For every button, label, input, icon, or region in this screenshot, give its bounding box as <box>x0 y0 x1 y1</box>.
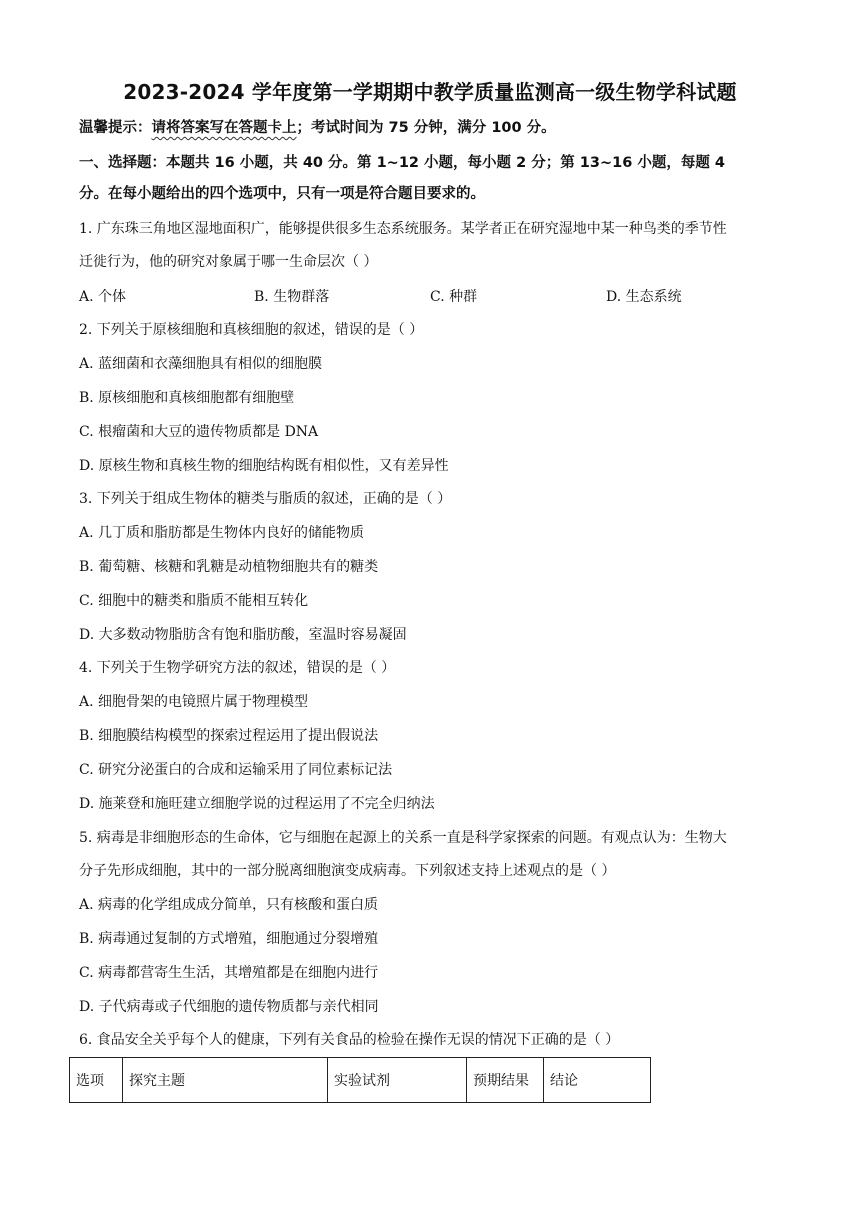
q3-stem: 3. 下列关于组成生物体的糖类与脂质的叙述，正确的是（ ） <box>79 491 452 507</box>
exam-title: 2023-2024 学年度第一学期期中教学质量监测高一级生物学科试题 <box>123 80 737 104</box>
q3-option-c: C. 细胞中的糖类和脂质不能相互转化 <box>79 593 309 609</box>
q5-stem-line-1: 5. 病毒是非细胞形态的生命体，它与细胞在起源上的关系一直是科学家探索的问题。有观点认为：生物大 <box>79 830 727 846</box>
exam-notice <box>79 118 556 138</box>
section-instructions-line-2: 分。在每小题给出的四个选项中，只有一项是符合题目要求的。 <box>79 186 485 202</box>
q6-stem: 6. 食品安全关乎每个人的健康，下列有关食品的检验在操作无误的情况下正确的是（ ） <box>79 1032 620 1048</box>
notice-prefix: 温馨提示： <box>79 120 152 136</box>
q6-header-expected-result: 预期结果 <box>467 1058 544 1103</box>
q4-option-a: A. 细胞骨架的电镜照片属于物理模型 <box>79 694 309 710</box>
q4-option-d: D. 施莱登和施旺建立细胞学说的过程运用了不完全归纳法 <box>79 796 435 812</box>
q6-table <box>69 1057 651 1103</box>
q3-option-b: B. 葡萄糖、核糖和乳糖是动植物细胞共有的糖类 <box>79 559 379 575</box>
section-instructions-line-1: 一、选择题：本题共 16 小题，共 40 分。第 1~12 小题，每小题 2 分；第 13~16 小题，每题 4 <box>79 155 725 171</box>
q3-option-a: A. 几丁质和脂肪都是生物体内良好的储能物质 <box>79 525 365 541</box>
q1-option-b: B. 生物群落 <box>254 289 330 305</box>
notice-answer-sheet: 请将答案写在答题卡上 <box>151 120 297 136</box>
q2-stem: 2. 下列关于原核细胞和真核细胞的叙述，错误的是（ ） <box>79 322 424 338</box>
q1-option-c: C. 种群 <box>430 289 478 305</box>
q5-option-b: B. 病毒通过复制的方式增殖，细胞通过分裂增殖 <box>79 931 379 947</box>
q3-option-d: D. 大多数动物脂肪含有饱和脂肪酸，室温时容易凝固 <box>79 627 407 643</box>
q2-option-c: C. 根瘤菌和大豆的遗传物质都是 DNA <box>79 424 319 440</box>
q5-option-a: A. 病毒的化学组成成分简单，只有核酸和蛋白质 <box>79 897 379 913</box>
q6-header-option: 选项 <box>70 1058 123 1103</box>
q4-option-c: C. 研究分泌蛋白的合成和运输采用了同位素标记法 <box>79 762 393 778</box>
q6-header-topic: 探究主题 <box>123 1058 328 1103</box>
q2-option-b: B. 原核细胞和真核细胞都有细胞壁 <box>79 390 295 406</box>
q2-option-d: D. 原核生物和真核生物的细胞结构既有相似性，又有差异性 <box>79 458 449 474</box>
q4-option-b: B. 细胞膜结构模型的探索过程运用了提出假说法 <box>79 728 379 744</box>
q6-table-header-row <box>70 1058 651 1103</box>
notice-time-score: ；考试时间为 75 分钟，满分 100 分。 <box>296 120 556 136</box>
q5-option-d: D. 子代病毒或子代细胞的遗传物质都与亲代相同 <box>79 999 379 1015</box>
q1-option-a: A. 个体 <box>79 289 127 305</box>
q5-option-c: C. 病毒都营寄生生活，其增殖都是在细胞内进行 <box>79 965 379 981</box>
q2-option-a: A. 蓝细菌和衣藻细胞具有相似的细胞膜 <box>79 356 323 372</box>
q6-header-reagent: 实验试剂 <box>328 1058 467 1103</box>
q6-header-conclusion: 结论 <box>544 1058 651 1103</box>
q1-option-d: D. 生态系统 <box>606 289 682 305</box>
q1-stem-line-1: 1. 广东珠三角地区湿地面积广，能够提供很多生态系统服务。某学者正在研究湿地中某一种鸟类的季节性 <box>79 221 727 237</box>
q4-stem: 4. 下列关于生物学研究方法的叙述，错误的是（ ） <box>79 660 396 676</box>
q1-stem-line-2: 迁徙行为，他的研究对象属于哪一生命层次（ ） <box>79 254 378 270</box>
q5-stem-line-2: 分子先形成细胞，其中的一部分脱离细胞演变成病毒。下列叙述支持上述观点的是（ ） <box>79 863 616 879</box>
